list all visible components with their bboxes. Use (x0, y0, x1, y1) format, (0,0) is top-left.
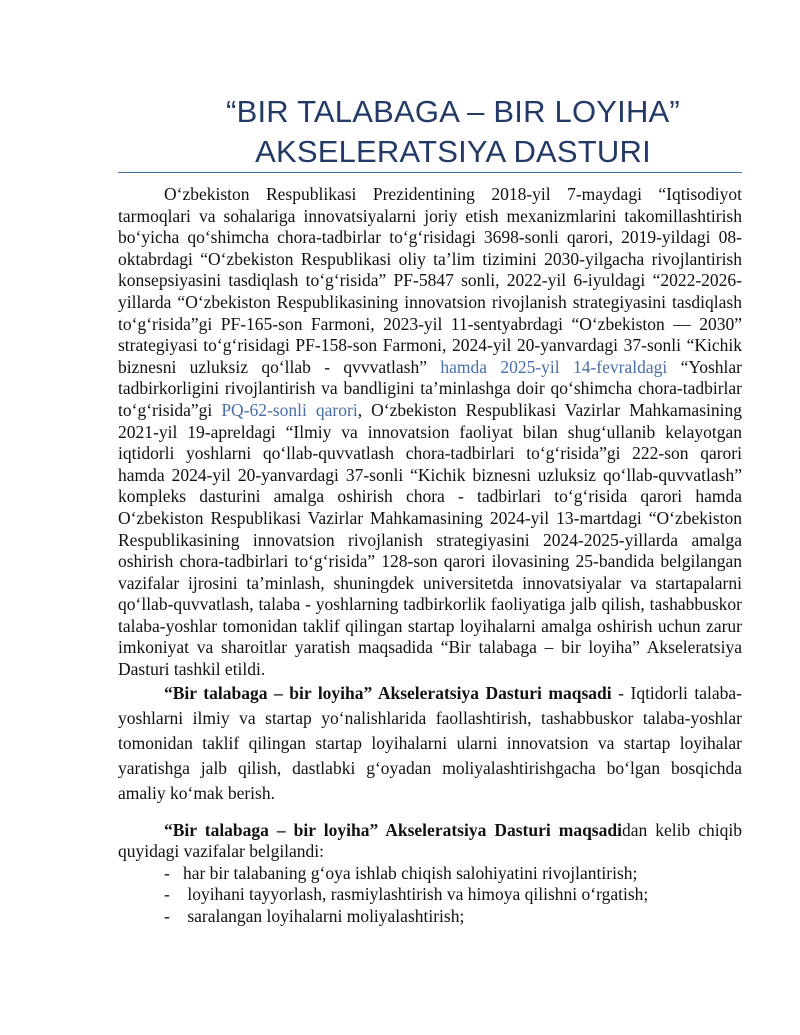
goal-text: - Iqtidorli talaba-yoshlarni ilmiy va startap yo‘nalishlarida faollashtirish, tashabbuskor talaba-yoshlar tomonidan taklif qilingan startap loyihalarni ularni innovatsion va startap loyihalar yaratishga jalb qilish, dastlabki g‘oyadan moliyalashtirishgacha bo‘lgan bosqichda amaliy ko‘mak berish. (118, 682, 742, 803)
tasks-intro-text: dan kelib chiqib quyidagi vazifalar belgilandi: (118, 819, 742, 862)
title-line-1: “BIR TALABAGA – BIR LOYIHA” (226, 94, 680, 129)
title-line-2: AKSELERATSIYA DASTURI (255, 134, 651, 169)
paragraph-intro (118, 184, 742, 681)
intro-text-3: , O‘zbekiston Respublikasi Vazirlar Mahkamasining 2021-yil 19-apreldagi “Ilmiy va innovatsion faoliyat bilan shug‘ullanib kelayotgan iqtidorli yoshlarni qo‘llab-quvvatlash chora-tadbirlari to‘g‘risida”gi 222-son qarori hamda 2024-yil 20-yanvardagi 37-sonli “Kichik biznesni uzluksiz qo‘llab-quvvatlash” kompleks dasturini amalga oshirish chora - tadbirlari to‘g‘risida qarori hamda O‘zbekiston Respublikasi Vazirlar Mahkamasining 2024-yil 13-martdagi “O‘zbekiston Respublikasining innovatsion rivojlanish strategiyasini 2024-2025-yillarda amalga oshirish chora-tadbirlari to‘g‘risida” 128-son qarori ilovasining 25-bandida belgilangan vazifalar ijrosini ta’minlash, shuningdek universitetda innovatsiyalar va startapalarni qo‘llab-quvvatlash, talaba - yoshlarning tadbirkorlik faoliyatiga jalb qilish, tashabbuskor talaba-yoshlar tomonidan taklif qilingan startap loyihalarni amalga oshirish uchun zarur imkoniyat va sharoitlar yaratish maqsadida “Bir talabaga – bir loyiha” Akseleratsiya Dasturi tashkil etildi. (118, 399, 742, 680)
intro-text-2: “Yoshlar tadbirkorligini rivojlantirish va bandligini ta’minlashga doir qo‘shimcha chora-tadbirlar to‘g‘risida”gi (118, 356, 743, 420)
list-item: - saralangan loyihalarni moliyalashtirish; (164, 906, 465, 927)
list-item: - loyihani tayyorlash, rasmiylashtirish va himoya qilishni o‘rgatish; (164, 884, 649, 905)
paragraph-goal (118, 681, 742, 806)
document-title (118, 92, 788, 172)
tasks-heading: “Bir talabaga – bir loyiha” Akseleratsiya Dasturi maqsadi (164, 819, 622, 840)
intro-text-1: O‘zbekiston Respublikasi Prezidentining 2018-yil 7-maydagi “Iqtisodiyot tarmoqlari va sohalariga innovatsiyalarni joriy etish mexanizmlarini takomillashtirish bo‘yicha qo‘shimcha chora-tadbirlar to‘g‘risidagi 3698-sonli qarori, 2019-yildagi 08-oktabrdagi “O‘zbekiston Respublikasi oliy ta’lim tizimini 2030-yilgacha rivojlantirish konsepsiyasini tasdiqlash to‘g‘risida” PF-5847 sonli, 2022-yil 6-iyuldagi “2022-2026-yillarda “O‘zbekiston Respublikasining innovatsion rivojlanish strategiyasini tasdiqlash to‘g‘risida”gi PF-165-son Farmoni, 2023-yil 11-sentyabrdagi “O‘zbekiston — 2030” strategiyasi to‘g‘risidagi PF-158-son Farmoni, 2024-yil 20-yanvardagi 37-sonli “Kichik biznesni uzluksiz qo‘llab - qvvvatlash” (118, 184, 742, 377)
goal-heading: “Bir talabaga – bir loyiha” Akseleratsiya Dasturi maqsadi (164, 682, 612, 703)
paragraph-tasks-intro (118, 820, 742, 863)
task-list (118, 863, 742, 928)
intro-highlight-2: PQ-62-sonli qarori (221, 399, 358, 420)
document-body (118, 184, 742, 928)
title-underline (118, 172, 742, 173)
list-item: - har bir talabaning g‘oya ishlab chiqish salohiyatini rivojlantirish; (164, 862, 638, 883)
intro-highlight-1: hamda 2025-yil 14-fevraldagi (440, 356, 668, 377)
